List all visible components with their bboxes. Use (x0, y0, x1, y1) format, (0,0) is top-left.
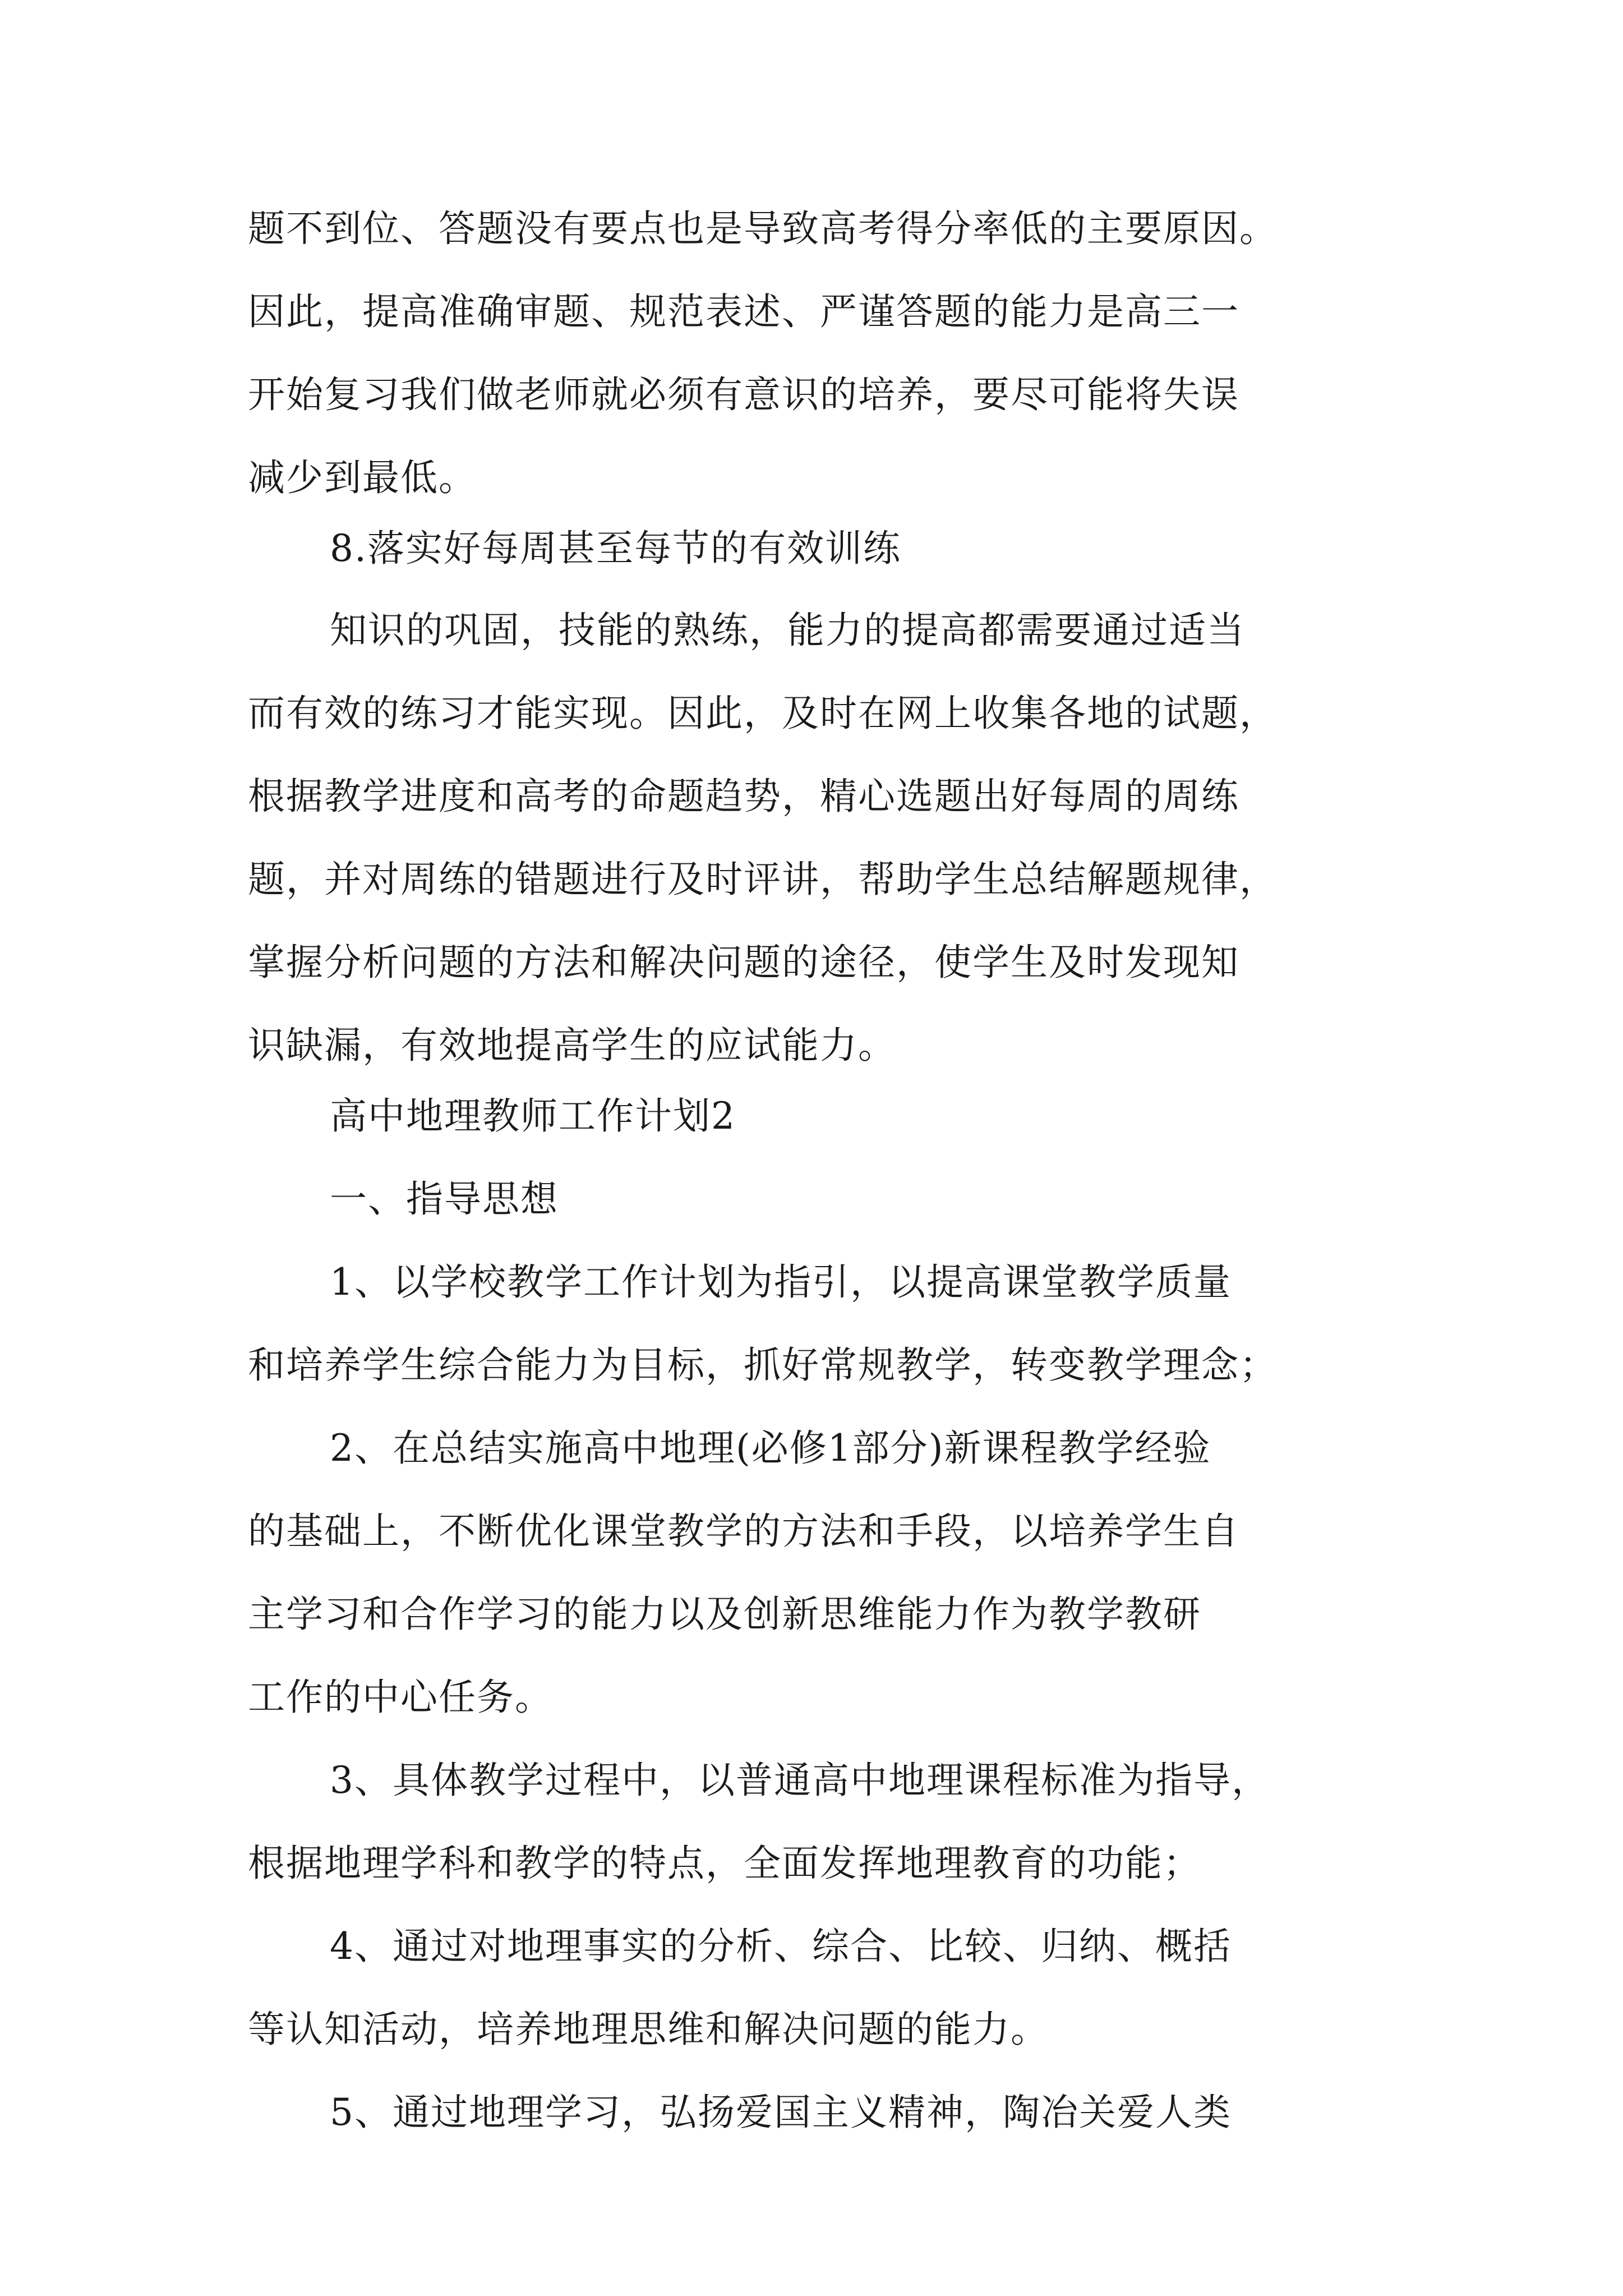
text-line: 题，并对周练的错题进行及时评讲，帮助学生总结解题规律， (248, 858, 1278, 901)
text-line: 题不到位、答题没有要点也是导致高考得分率低的主要原因。 (248, 207, 1278, 250)
text-line: 开始复习我们做老师就必须有意识的培养，要尽可能将失误 (248, 373, 1239, 416)
document-title: 高中地理教师工作计划2 (330, 1094, 736, 1138)
text-line: 知识的巩固，技能的熟练，能力的提高都需要通过适当 (330, 609, 1245, 652)
section-heading: 一、指导思想 (330, 1177, 559, 1221)
text-line: 3、具体教学过程中，以普通高中地理课程标准为指导， (330, 1759, 1270, 1802)
text-line: 掌握分析问题的方法和解决问题的途径，使学生及时发现知 (248, 941, 1239, 984)
text-line: 2、在总结实施高中地理(必修1部分)新课程教学经验 (330, 1427, 1211, 1470)
section-heading: 8.落实好每周甚至每节的有效训练 (330, 527, 901, 570)
text-line: 1、以学校教学工作计划为指引，以提高课堂教学质量 (330, 1260, 1232, 1304)
text-line: 的基础上，不断优化课堂教学的方法和手段，以培养学生自 (248, 1510, 1239, 1553)
text-line: 识缺漏，有效地提高学生的应试能力。 (248, 1024, 896, 1067)
text-line: 根据教学进度和高考的命题趋势，精心选题出好每周的周练 (248, 775, 1239, 818)
text-line: 5、通过地理学习，弘扬爱国主义精神，陶冶关爱人类 (330, 2091, 1232, 2134)
text-line: 4、通过对地理事实的分析、综合、比较、归纳、概括 (330, 1925, 1232, 1968)
text-line: 工作的中心任务。 (248, 1676, 553, 1719)
text-line: 根据地理学科和教学的特点，全面发挥地理教育的功能； (248, 1842, 1201, 1885)
text-line: 等认知活动，培养地理思维和解决问题的能力。 (248, 2008, 1049, 2051)
text-line: 主学习和合作学习的能力以及创新思维能力作为教学教研 (248, 1593, 1201, 1636)
text-line: 减少到最低。 (248, 456, 477, 499)
text-line: 因此，提高准确审题、规范表述、严谨答题的能力是高三一 (248, 290, 1239, 333)
text-line: 而有效的练习才能实现。因此，及时在网上收集各地的试题， (248, 692, 1278, 735)
text-line: 和培养学生综合能力为目标，抓好常规教学，转变教学理念； (248, 1343, 1278, 1387)
